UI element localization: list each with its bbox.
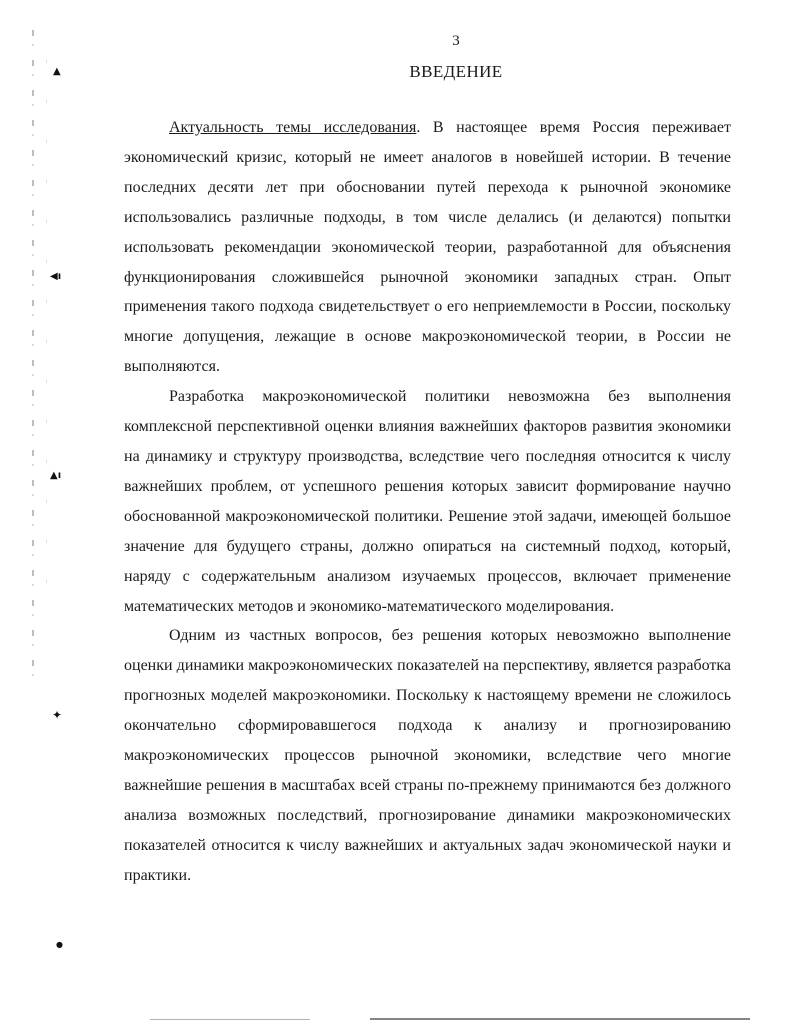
- paragraph: [124, 382, 731, 621]
- margin-mark: ◀ı: [50, 271, 62, 282]
- paragraph-text: Разработка макроэкономической политики невозможна без выполнения комплексной перспективной оценки влияния важнейших факторов развития экономики на динамику и структуру производства, вследствие чего последняя относится к числу важнейших проблем, от успешного решения которых зависит формирование научно обоснованной макроэкономической политики. Решение этой задачи, имеющей большое значение для будущего страны, должно опираться на системный подход, который, наряду с содержательным анализом изучаемых процессов, включает применение математических методов и экономико-математического моделирования.: [124, 388, 731, 615]
- paragraph-text: . В настоящее время Россия переживает экономический кризис, который не имеет аналогов в новейшей истории. В течение последних десяти лет при обосновании путей перехода к рыночной экономике использовались различные подходы, в том числе делались (и делаются) попытки использовать рекомендации экономической теории, разработанной для объяснения функционирования сложившейся рыночной экономики западных стран. Опыт применения такого подхода свидетельствует о его неприемлемости в России, поскольку многие допущения, лежащие в основе макроэкономической теории, в России не выполняются.: [124, 119, 731, 376]
- page-number: 3: [452, 33, 460, 49]
- margin-mark: ✦: [52, 708, 63, 722]
- scan-binding-edge: [32, 30, 34, 690]
- scan-binding-edge-secondary: [46, 60, 47, 620]
- scan-artifact-line: [370, 1018, 750, 1020]
- paragraph-text: Одним из частных вопросов, без решения которых невозможно выполнение оценки динамики макроэкономических показателей на перспективу, является разработка прогнозных моделей макроэкономики. Поскольку к настоящему времени не сложилось окончательно сформировавшегося подхода к анализу и прогнозированию макроэкономических процессов рыночной экономики, вследствие чего многие важнейшие решения в масштабах всей страны по-прежнему принимаются без должного анализа возможных последствий, прогнозирование динамики макроэкономических показателей относится к числу важнейших и актуальных задач экономической науки и практики.: [124, 627, 731, 884]
- margin-mark: ▲ı: [50, 470, 62, 481]
- paragraph: [124, 621, 731, 890]
- paragraph: [124, 113, 731, 382]
- page-title: ВВЕДЕНИЕ: [409, 62, 503, 81]
- scan-artifact-line: [150, 1019, 310, 1020]
- margin-mark: ●: [56, 940, 63, 949]
- body-text: [124, 113, 731, 891]
- paragraph-lead: Актуальность темы исследования: [169, 119, 417, 136]
- margin-mark: ▲: [53, 66, 61, 77]
